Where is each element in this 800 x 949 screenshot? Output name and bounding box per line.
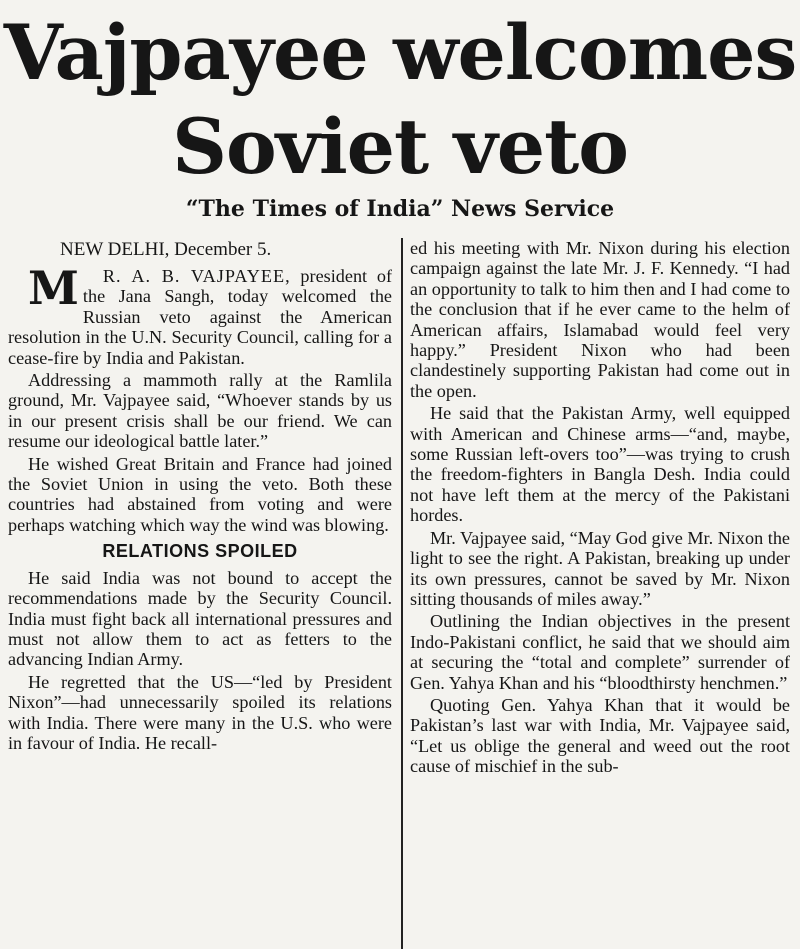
headline-line-1: Vajpayee welcomes [3,8,797,97]
paragraph-us-relations: He regretted that the US—“led by President Nixon”—had unnecessarily spoiled its relations with India. There were many in the U.S. who were in favour of India. He recall- [8,671,392,753]
drop-cap: M [28,261,79,315]
paragraph-veto: He wished Great Britain and France had joined the Soviet Union in using the veto. Both these countries had abstained from voting and were perhaps watching which way the wind was blowing. [8,453,392,535]
paragraph-nixon-light: Mr. Vajpayee said, “May God give Mr. Nixon the light to see the right. A Pakistan, breaking up under its own pressures, cannot be saved by Mr. Nixon sitting thousands of miles away.” [410,527,790,609]
paragraph-pakistan-army: He said that the Pakistan Army, well equipped with American and Chinese arms—“and, maybe, some Russian left-overs too”—was trying to crush the freedom-fighters in Bangla Desh. India could not have left them at the mercy of the Pakistani hordes. [410,403,790,526]
paragraph-security-council: He said India was not bound to accept the recommendations made by the Security Council. India must fight back all international pressures and must not allow them to act as fetters to the advancing Indian Army. [8,567,392,670]
paragraph-rally: Addressing a mammoth rally at the Ramlila ground, Mr. Vajpayee said, “Whoever stands by us in our present crisis shall be our friend. We can resume our ideological battle later.” [8,370,392,452]
news-service-credit: “The Times of India” News Service [185,196,615,222]
lead-paragraph [8,261,392,368]
dateline: NEW DELHI, December 5. [60,239,272,260]
left-column [8,238,392,949]
subheading: RELATIONS SPOILED [102,541,298,562]
right-column [410,238,790,949]
lead-rest: president of the Jana Sangh, today welcomed the Russian veto against the American resolution in the U.N. Security Council, calling for a cease-fire by India and Pakistan. [8,266,392,368]
headline [0,6,800,194]
paragraph-objectives: Outlining the Indian objectives in the present Indo-Pakistani conflict, he said that we should aim at securing the “total and complete” surrender of Gen. Yahya Khan and his “bloodthirsty henchmen.” [410,611,790,693]
lead-first-words: R. A. B. VAJPAYEE, [102,266,291,286]
paragraph-last-war: Quoting Gen. Yahya Khan that it would be Pakistan’s last war with India, Mr. Vajpayee said, “Let us oblige the general and weed out the root cause of mischief in the sub- [410,694,790,777]
paragraph-continuation: ed his meeting with Mr. Nixon during his election campaign against the late Mr. J. F. Kennedy. “I had an opportunity to talk to him then and I had come to the conclusion that if he ever came to the helm of American affairs, Islamabad would feel very happy.” President Nixon who had been clandestinely supporting Pakistan had come out in the open. [410,238,790,401]
column-divider [401,238,403,949]
headline-line-2: Soviet veto [172,102,628,191]
